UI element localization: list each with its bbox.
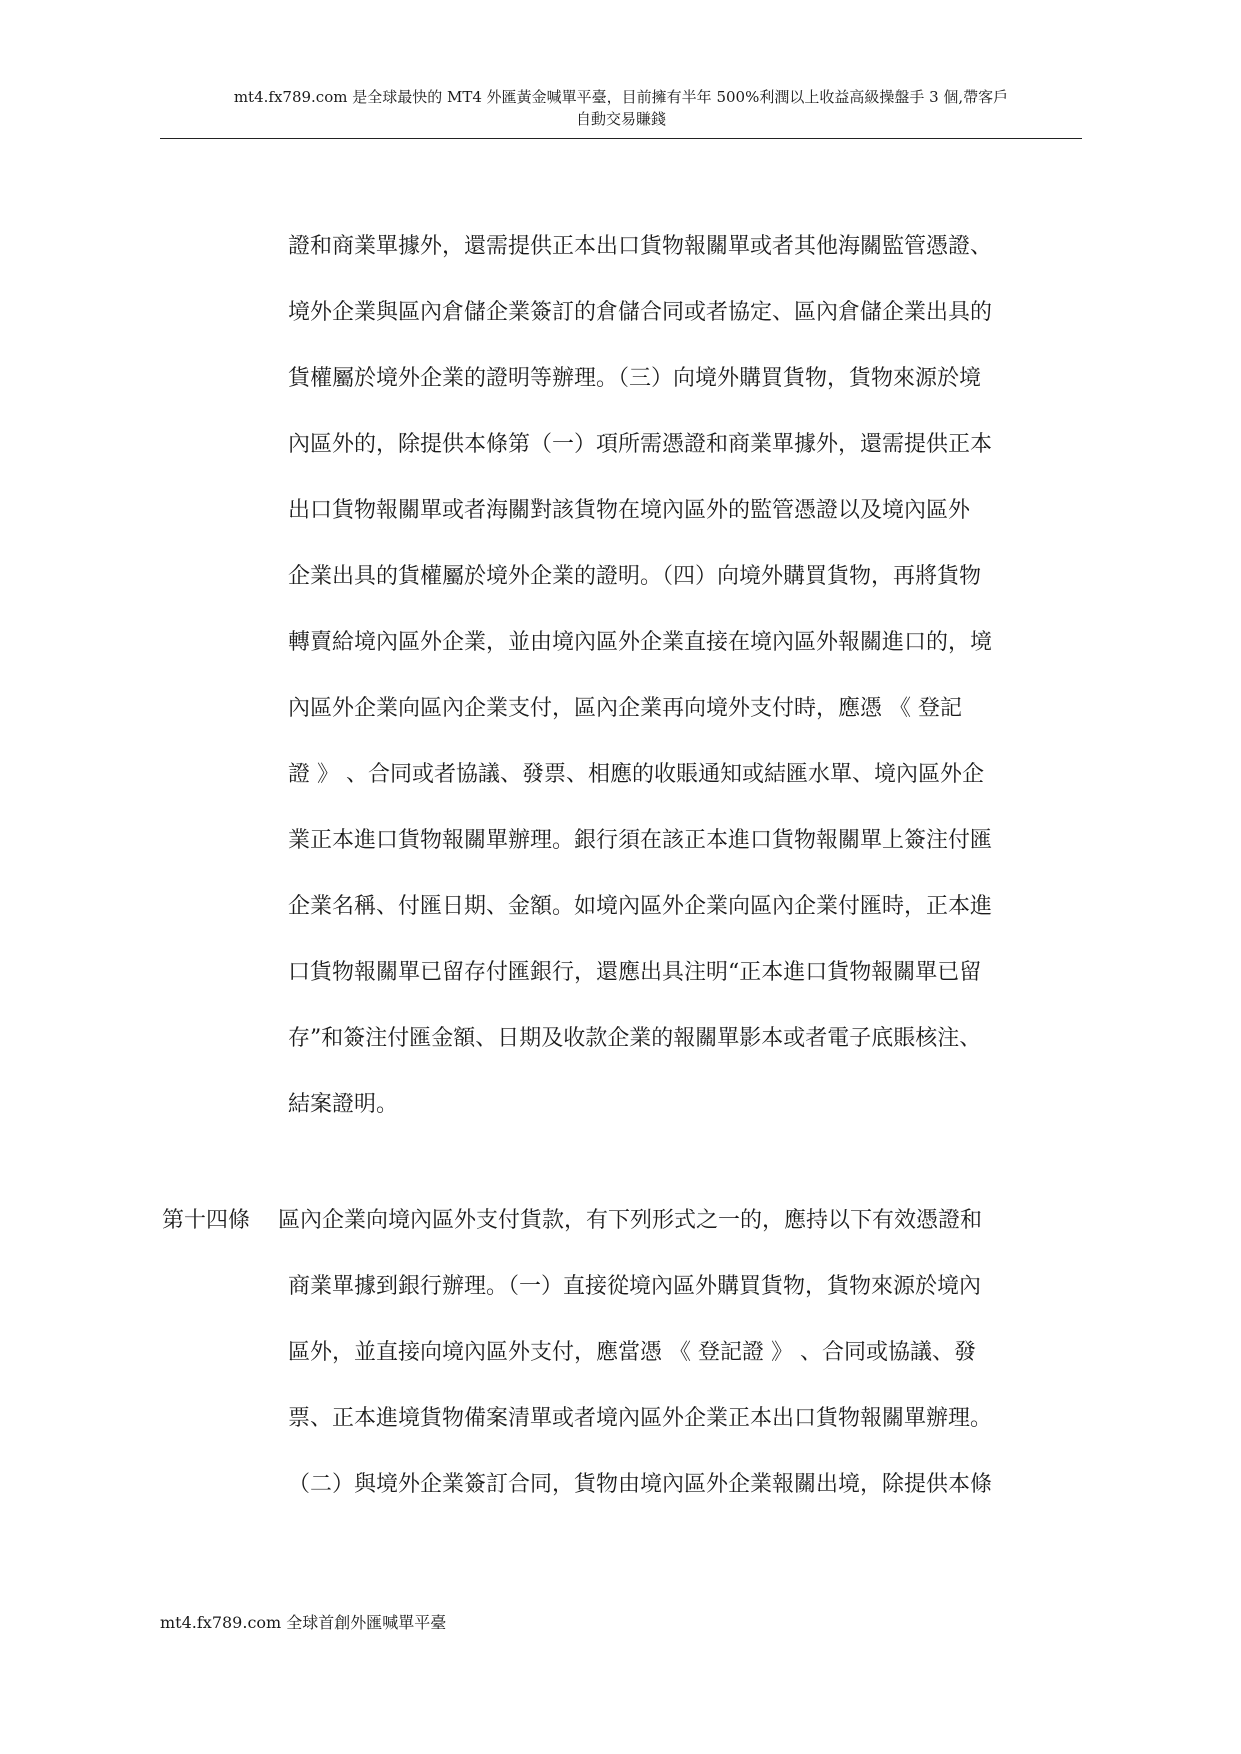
page-header bbox=[160, 86, 1082, 130]
body-line: 內區外的，除提供本條第（一）項所需憑證和商業單據外，還需提供正本 bbox=[288, 432, 993, 457]
body-line: 貨權屬於境外企業的證明等辦理。（三）向境外購買貨物，貨物來源於境 bbox=[288, 366, 982, 391]
body-line: 證 》 、合同或者協議、發票、相應的收賬通知或結匯水單、境內區外企 bbox=[288, 762, 984, 787]
body-line: 結案證明。 bbox=[288, 1092, 399, 1117]
body-line: 業正本進口貨物報關單辦理。銀行須在該正本進口貨物報關單上簽注付匯 bbox=[288, 828, 993, 853]
body-line: 口貨物報關單已留存付匯銀行，還應出具注明“正本進口貨物報關單已留 bbox=[288, 960, 982, 985]
body-line: 出口貨物報關單或者海關對該貨物在境內區外的監管憑證以及境內區外 bbox=[288, 498, 971, 523]
header-line-2: 自動交易賺錢 bbox=[575, 110, 666, 128]
body-line: 企業名稱、付匯日期、金額。如境內區外企業向區內企業付匯時，正本進 bbox=[288, 894, 993, 919]
body-line: 境外企業與區內倉儲企業簽訂的倉儲合同或者協定、區內倉儲企業出具的 bbox=[288, 300, 993, 325]
body-line: 區內企業向境內區外支付貨款，有下列形式之一的，應持以下有效憑證和 bbox=[278, 1208, 983, 1233]
body-line: 區外，並直接向境內區外支付，應當憑 《 登記證 》 、合同或協議、發 bbox=[288, 1340, 976, 1365]
header-line-1: mt4.fx789.com 是全球最快的 MT4 外匯黃金喊單平臺，目前擁有半年 500%利潤以上收益高級操盤手 3 個,帶客戶 bbox=[233, 88, 1009, 106]
body-line: 商業單據到銀行辦理。（一）直接從境內區外購買貨物，貨物來源於境內 bbox=[288, 1274, 982, 1299]
header-rule bbox=[160, 138, 1082, 139]
body-line: 證和商業單據外，還需提供正本出口貨物報關單或者其他海關監管憑證、 bbox=[288, 234, 993, 259]
body-line: 轉賣給境內區外企業，並由境內區外企業直接在境內區外報關進口的，境 bbox=[288, 630, 993, 655]
body-line: （二）與境外企業簽訂合同，貨物由境內區外企業報關出境，除提供本條 bbox=[288, 1472, 993, 1497]
page-footer: mt4.fx789.com 全球首創外匯喊單平臺 bbox=[160, 1613, 447, 1632]
body-line: 內區外企業向區內企業支付，區內企業再向境外支付時，應憑 《 登記 bbox=[288, 696, 962, 721]
body-line: 企業出具的貨權屬於境外企業的證明。（四）向境外購買貨物，再將貨物 bbox=[288, 564, 982, 589]
article-heading: 第十四條 bbox=[162, 1208, 251, 1233]
body-line: 存”和簽注付匯金額、日期及收款企業的報關單影本或者電子底賬核注、 bbox=[288, 1026, 982, 1051]
body-line: 票、正本進境貨物備案清單或者境內區外企業正本出口貨物報關單辦理。 bbox=[288, 1406, 993, 1431]
